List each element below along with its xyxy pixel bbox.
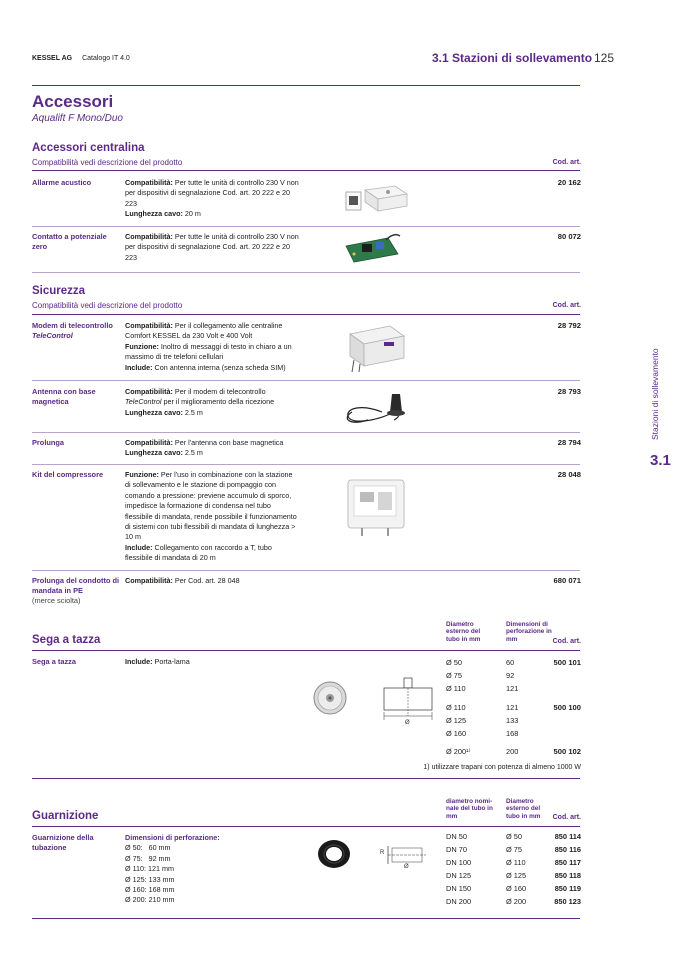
item-description: Compatibilità: Per Cod. art. 28 048 bbox=[125, 576, 240, 585]
row-divider bbox=[32, 432, 580, 433]
article-code: 20 162 bbox=[557, 178, 581, 187]
drill-size-cell: 92 bbox=[506, 671, 515, 680]
article-code: 28 792 bbox=[557, 321, 581, 330]
pipe-seal-diagram bbox=[378, 842, 428, 868]
svg-text:R: R bbox=[380, 850, 385, 856]
row-divider bbox=[32, 380, 580, 381]
relay-board-image bbox=[342, 232, 402, 266]
table-divider bbox=[32, 918, 580, 919]
col-header-nominal: diametro nomi-nale del tubo in mm bbox=[446, 798, 493, 820]
article-code: 850 117 bbox=[554, 858, 581, 867]
section-heading-sega: Sega a tazza bbox=[32, 634, 101, 646]
section-heading-guarnizione: Guarnizione bbox=[32, 810, 99, 822]
perforation-item: Ø 50: 60 mm bbox=[125, 843, 171, 853]
item-description: Compatibilità: Per il collegamento alle centraline Comfort KESSEL da 230 Volt e 400 Volt Funzione: Inoltro di messaggi di testo in chiaro a un massimo di tre telefoni cellulari Include: Con antenna interna (senza scheda SIM) bbox=[125, 321, 292, 372]
page-number: 125 bbox=[594, 51, 615, 65]
company-name: KESSEL AG bbox=[32, 55, 73, 62]
article-code: 500 101 bbox=[553, 658, 581, 667]
article-code: 850 119 bbox=[554, 884, 581, 893]
page-title: Accessori bbox=[32, 92, 114, 111]
perforation-item: Ø 125: 133 mm bbox=[125, 874, 175, 884]
nominal-diameter-cell: DN 125 bbox=[446, 871, 472, 880]
item-description: Dimensioni di perforazione: Ø 50: 60 mm Ø 75: 92 mm Ø 110: 121 mm Ø 125: 133 mm Ø 160: 168 mm Ø 200: 210 mm bbox=[125, 833, 300, 906]
cod-art-header: Cod. art. bbox=[552, 814, 581, 821]
col-header-diameter: Diametro esterno del tubo in mm bbox=[446, 621, 481, 643]
article-code: 28 048 bbox=[557, 470, 581, 479]
outer-diameter-cell: Ø 50 bbox=[446, 658, 463, 667]
side-tab-number: 3.1 bbox=[650, 452, 671, 469]
hole-saw-diagram bbox=[376, 676, 442, 726]
article-code: 500 100 bbox=[553, 703, 581, 712]
item-description: Funzione: Per l'uso in combinazione con la stazione di sollevamento e le stazione di pompaggio con comando a pressione: previene accumulo di sporco, impedisce la formazione di condensa nel tubo flessibile di mandata, rende possibile il funzionamento di sistemi con tubi flessibili di mandata di lunghezza > 10 m Include: Collegamento con raccordo a T, tubo flessibile di mandata di 20 m bbox=[125, 470, 297, 563]
header-divider bbox=[32, 85, 580, 86]
item-description: Compatibilità: Per tutte le unità di controllo 230 V non per dispositivi di segnalazione Cod. art. 20 222 e 20 223 bbox=[125, 232, 299, 262]
item-name: Prolunga bbox=[32, 438, 65, 447]
section-heading-centralina: Accessori centralina bbox=[32, 142, 145, 154]
acoustic-alarm-image bbox=[340, 180, 410, 216]
item-name: Sega a tazza bbox=[32, 657, 76, 666]
row-divider bbox=[32, 226, 580, 227]
compat-note: Compatibilità vedi descrizione del prodotto bbox=[32, 301, 183, 310]
item-description: Compatibilità: Per il modem di telecontrollo TeleControl per il miglioramento della ricezione Lunghezza cavo: 2.5 m bbox=[125, 387, 275, 417]
compressor-kit-image bbox=[342, 476, 412, 540]
nominal-diameter-cell: DN 100 bbox=[446, 858, 472, 867]
item-name: Antenna con base magnetica bbox=[32, 387, 96, 406]
header-meta bbox=[32, 55, 130, 62]
outer-diameter-cell: Ø 125 bbox=[506, 871, 527, 880]
article-code: 28 794 bbox=[557, 438, 581, 447]
cod-art-header: Cod. art. bbox=[552, 302, 581, 309]
col-header-outer: Diametro esterno del tubo in mm bbox=[506, 798, 541, 820]
outer-diameter-cell: Ø 200¹⁾ bbox=[446, 747, 471, 756]
modem-image bbox=[344, 320, 410, 374]
side-tab-label: Stazioni di sollevamento bbox=[650, 348, 660, 440]
drill-size-cell: 168 bbox=[506, 729, 519, 738]
col-header-drill: Dimensioni di perforazione in mm bbox=[506, 621, 552, 643]
article-code: 80 072 bbox=[557, 232, 581, 241]
table-divider bbox=[32, 778, 580, 779]
outer-diameter-cell: Ø 110 bbox=[446, 703, 466, 712]
outer-diameter-cell: Ø 160 bbox=[446, 729, 467, 738]
drill-size-cell: 60 bbox=[506, 658, 515, 667]
article-code: 850 116 bbox=[554, 845, 581, 854]
article-code: 850 114 bbox=[554, 832, 581, 841]
table-divider bbox=[32, 650, 580, 651]
article-code: 28 793 bbox=[557, 387, 581, 396]
drill-size-cell: 121 bbox=[506, 684, 519, 693]
outer-diameter-cell: Ø 160 bbox=[506, 884, 527, 893]
article-code: 680 071 bbox=[553, 576, 581, 585]
drill-size-cell: 200 bbox=[506, 747, 519, 756]
outer-diameter-cell: Ø 75 bbox=[446, 671, 463, 680]
nominal-diameter-cell: DN 70 bbox=[446, 845, 467, 854]
svg-text:Ø: Ø bbox=[404, 864, 409, 868]
item-name: Allarme acustico bbox=[32, 178, 92, 187]
cod-art-header: Cod. art. bbox=[552, 638, 581, 645]
nominal-diameter-cell: DN 150 bbox=[446, 884, 472, 893]
article-code: 850 118 bbox=[554, 871, 581, 880]
outer-diameter-cell: Ø 200 bbox=[506, 897, 527, 906]
section-title: 3.1 Stazioni di sollevamento bbox=[432, 51, 593, 65]
article-code: 500 102 bbox=[553, 747, 581, 756]
item-description: Compatibilità: Per l'antenna con base magnetica Lunghezza cavo: 2.5 m bbox=[125, 438, 284, 458]
outer-diameter-cell: Ø 110 bbox=[446, 684, 466, 693]
drill-size-cell: 133 bbox=[506, 716, 519, 725]
item-name: Modem di telecontrollo TeleControl bbox=[32, 321, 113, 340]
outer-diameter-cell: Ø 125 bbox=[446, 716, 467, 725]
item-description: Compatibilità: Per tutte le unità di controllo 230 V non per dispositivi di segnalazione Cod. art. 20 222 e 20 223 Lunghezza cavo: 20 m bbox=[125, 178, 299, 219]
row-divider bbox=[32, 272, 580, 273]
nominal-diameter-cell: DN 50 bbox=[446, 832, 467, 841]
perforation-item: Ø 75: 92 mm bbox=[125, 853, 171, 863]
outer-diameter-cell: Ø 75 bbox=[506, 845, 523, 854]
table-divider bbox=[32, 170, 580, 171]
table-divider bbox=[32, 826, 580, 827]
page-subtitle: Aqualift F Mono/Duo bbox=[32, 113, 123, 124]
perforation-item: Ø 110: 121 mm bbox=[125, 864, 175, 874]
drill-size-cell: 121 bbox=[506, 703, 519, 712]
outer-diameter-cell: Ø 50 bbox=[506, 832, 523, 841]
svg-text:Ø: Ø bbox=[405, 720, 410, 726]
pipe-seal-image bbox=[316, 838, 352, 870]
outer-diameter-cell: Ø 110 bbox=[506, 858, 526, 867]
item-name: Prolunga del condotto di mandata in PE (merce sciolta) bbox=[32, 576, 120, 605]
antenna-image bbox=[342, 382, 414, 428]
perforation-list bbox=[125, 843, 300, 905]
catalog-name: Catalogo IT 4.0 bbox=[82, 55, 130, 62]
perforation-item: Ø 200: 210 mm bbox=[125, 895, 175, 905]
item-name: Contatto a potenziale zero bbox=[32, 232, 107, 251]
hole-saw-image bbox=[312, 680, 348, 716]
compat-note: Compatibilità vedi descrizione del prodotto bbox=[32, 158, 183, 167]
nominal-diameter-cell: DN 200 bbox=[446, 897, 472, 906]
item-name: Kit del compressore bbox=[32, 470, 104, 479]
perforation-item: Ø 160: 168 mm bbox=[125, 885, 175, 895]
table-divider bbox=[32, 314, 580, 315]
item-description: Include: Porta-lama bbox=[125, 657, 190, 666]
row-divider bbox=[32, 570, 580, 571]
cod-art-header: Cod. art. bbox=[552, 159, 581, 166]
footnote: 1) utilizzare trapani con potenza di almeno 1000 W bbox=[423, 764, 581, 771]
row-divider bbox=[32, 464, 580, 465]
section-heading-sicurezza: Sicurezza bbox=[32, 285, 86, 297]
article-code: 850 123 bbox=[554, 897, 581, 906]
item-name: Guarnizione della tubazione bbox=[32, 833, 94, 852]
